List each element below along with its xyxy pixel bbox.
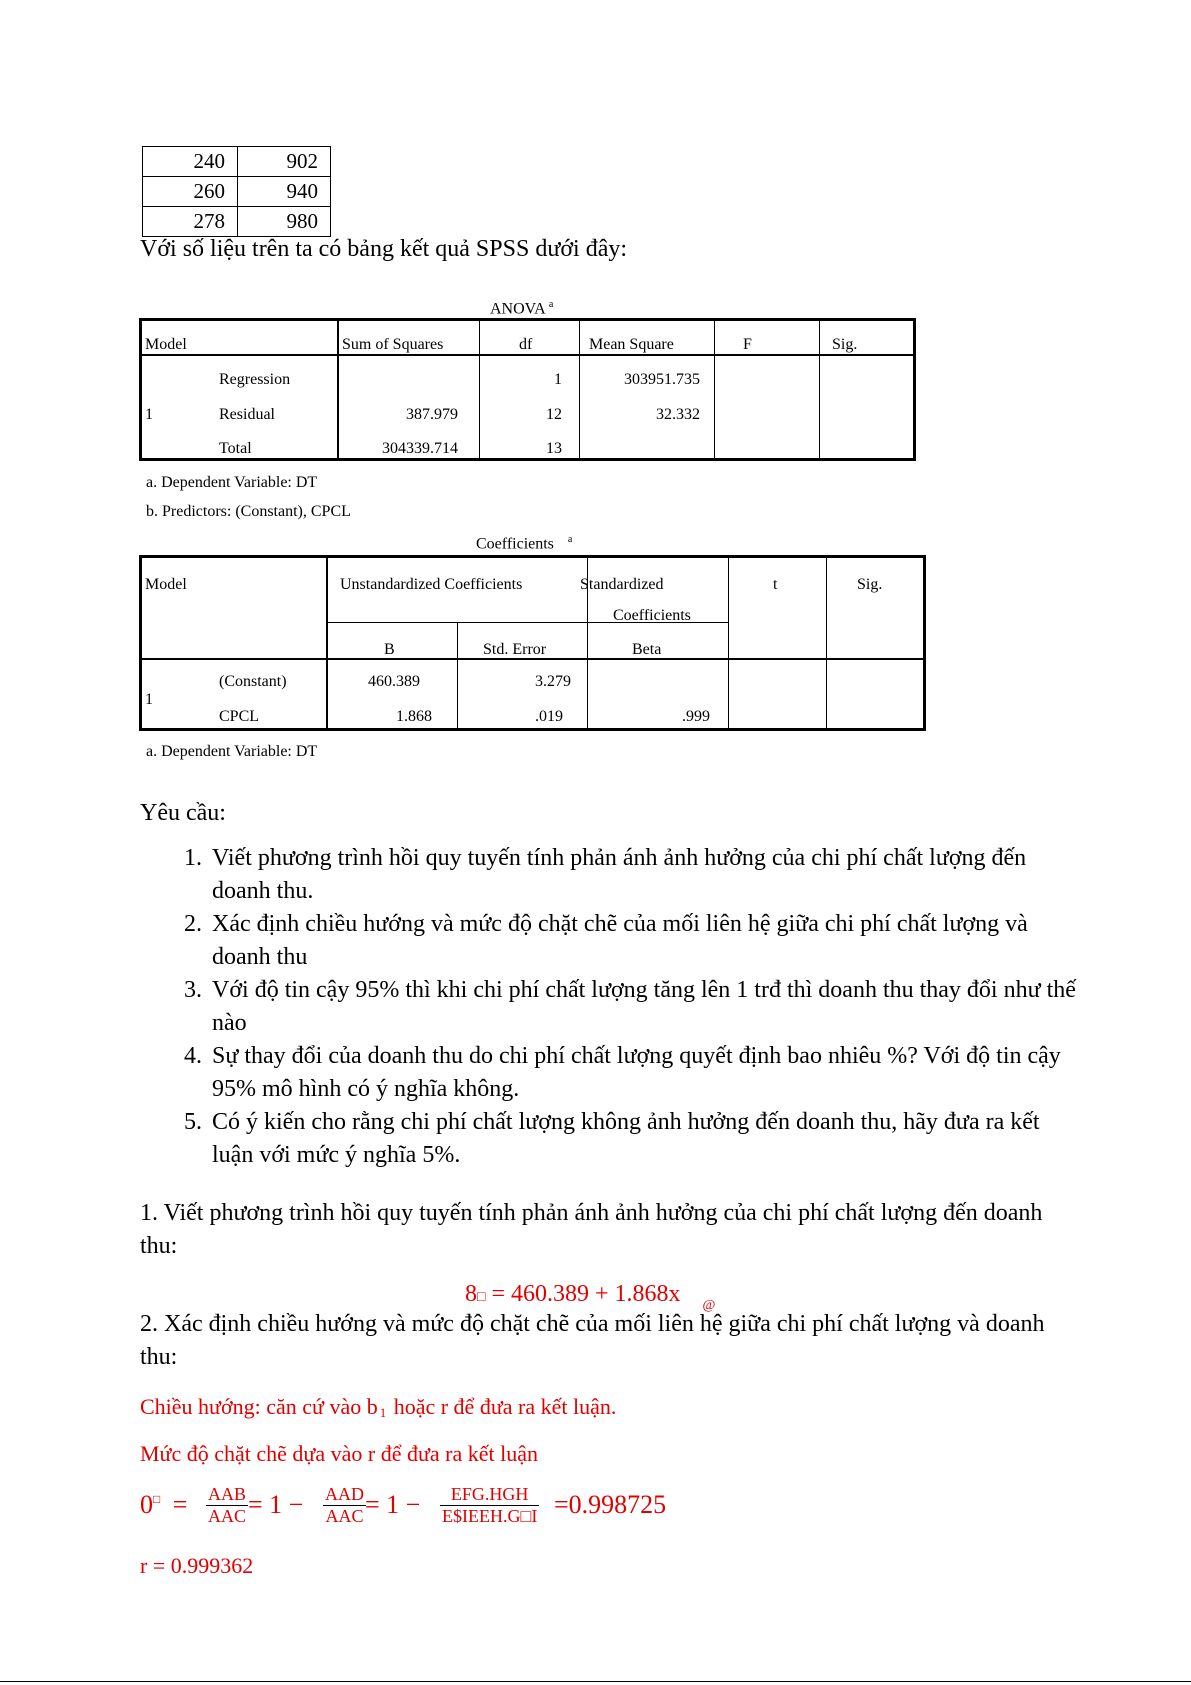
table-row xyxy=(143,207,331,237)
answer-2-heading: 2. Xác định chiều hướng và mức độ chặt chẽ của mối liên hệ giữa chi phí chất lượng và doanh thu: xyxy=(140,1311,1045,1370)
anova-header-ms: Mean Square xyxy=(589,336,674,353)
list-item: 5. Có ý kiến cho rằng chi phí chất lượng không ảnh hưởng đến doanh thu, hãy đưa ra kết luận với mức ý nghĩa 5%. xyxy=(208,1106,1078,1172)
coef-header-std-2: Coefficients xyxy=(613,607,691,624)
regression-equation xyxy=(465,1281,716,1313)
direction-text xyxy=(140,1394,616,1420)
coef-sub-beta: Beta xyxy=(632,641,662,658)
anova-row-ms: 303951.735 xyxy=(624,371,700,388)
coef-row-se: 3.279 xyxy=(535,673,571,690)
formula-op-2: = 1 − xyxy=(365,1490,421,1519)
anova-header-df: df xyxy=(519,336,533,353)
r-squared-lhs xyxy=(140,1490,187,1520)
requirements-list xyxy=(175,842,1078,1172)
fraction-3-den: E$IEEH.G□I xyxy=(442,1506,538,1526)
coef-row-b: 1.868 xyxy=(396,708,432,725)
coef-row-beta: .999 xyxy=(682,708,710,725)
anova-row-label: Residual xyxy=(219,406,275,423)
coef-header-sig: Sig. xyxy=(857,576,883,593)
coef-model-number: 1 xyxy=(145,691,153,708)
equation-box: □ xyxy=(477,1290,486,1305)
formula-op-1: = 1 − xyxy=(248,1490,304,1519)
anova-table xyxy=(139,318,916,461)
table-cell: 240 xyxy=(143,147,238,177)
equation-lhs: 8 xyxy=(465,1281,477,1307)
anova-row-label: Regression xyxy=(219,371,291,388)
anova-row-label: Total xyxy=(219,440,252,457)
coef-row-se: .019 xyxy=(535,708,563,725)
list-item: 4. Sự thay đổi của doanh thu do chi phí chất lượng quyết định bao nhiêu %? Với độ tin cậy 95% mô hình có ý nghĩa không. xyxy=(208,1040,1078,1106)
anova-row-ss: 387.979 xyxy=(406,406,458,423)
table-cell: 940 xyxy=(238,177,331,207)
anova-header-sig: Sig. xyxy=(832,336,858,353)
intro-text: Với số liệu trên ta có bảng kết quả SPSS dưới đây: xyxy=(140,236,628,262)
equation-sub: @ xyxy=(702,1298,716,1313)
answer-1-heading: 1. Viết phương trình hồi quy tuyến tính phản ánh ảnh hưởng của chi phí chất lượng đến doanh thu: xyxy=(140,1200,1043,1259)
page-bottom-rule xyxy=(0,1681,1191,1682)
formula-result: =0.998725 xyxy=(554,1490,667,1519)
formula-eq: = xyxy=(172,1490,188,1519)
fraction-1 xyxy=(206,1484,248,1527)
list-item: 1. Viết phương trình hồi quy tuyến tính phản ánh ảnh hưởng của chi phí chất lượng đến doanh thu. xyxy=(208,842,1078,908)
anova-row-ms: 32.332 xyxy=(656,406,700,423)
coef-header-model: Model xyxy=(145,576,187,593)
fraction-1-num: AAB xyxy=(208,1484,247,1504)
table-cell: 260 xyxy=(143,177,238,207)
strength-text: Mức độ chặt chẽ dựa vào r để đưa ra kết luận xyxy=(140,1441,538,1466)
list-item: 3. Với độ tin cậy 95% thì khi chi phí chất lượng tăng lên 1 trđ thì doanh thu thay đổi như thế nào xyxy=(208,974,1078,1040)
formula-lhs-box: □ xyxy=(153,1492,161,1506)
anova-title-sup: a xyxy=(548,299,554,310)
anova-row-df: 12 xyxy=(546,406,562,423)
coef-row-label: CPCL xyxy=(219,708,260,725)
data-table xyxy=(142,146,331,237)
coefficients-table xyxy=(139,555,926,731)
anova-title-text: ANOVA xyxy=(490,300,545,318)
coef-title-sup: a xyxy=(567,534,573,545)
r-value: r = 0.999362 xyxy=(140,1553,254,1578)
coef-title xyxy=(476,534,572,553)
coef-row-b: 460.389 xyxy=(368,673,420,690)
anova-header-ss: Sum of Squares xyxy=(342,336,444,353)
coef-title-text: Coefficients xyxy=(476,535,554,553)
coef-header-std-1: Standardized xyxy=(580,576,664,593)
anova-note-b: b. Predictors: (Constant), CPCL xyxy=(146,503,351,520)
anova-row-ss: 304339.714 xyxy=(382,440,458,457)
table-row xyxy=(143,177,331,207)
table-cell: 902 xyxy=(238,147,331,177)
fraction-2-den: AAC xyxy=(325,1506,364,1526)
list-item: 2. Xác định chiều hướng và mức độ chặt chẽ của mối liên hệ giữa chi phí chất lượng và doanh thu xyxy=(208,908,1078,974)
requirements-heading: Yêu cầu: xyxy=(140,800,226,826)
fraction-3-num: EFG.HGH xyxy=(440,1484,539,1506)
formula-lhs: 0 xyxy=(140,1490,153,1519)
direction-rest: hoặc r để đưa ra kết luận. xyxy=(388,1394,617,1419)
direction-main: Chiều hướng: căn cứ vào b xyxy=(140,1394,378,1419)
anova-header-f: F xyxy=(743,336,752,353)
fraction-2-num: AAD xyxy=(325,1484,364,1504)
fraction-1-den: AAC xyxy=(208,1506,247,1526)
table-cell: 980 xyxy=(238,207,331,237)
table-cell: 278 xyxy=(143,207,238,237)
direction-sub: 1 xyxy=(379,1405,387,1420)
anova-row-df: 13 xyxy=(546,440,562,457)
coef-row-label: (Constant) xyxy=(219,673,287,690)
anova-row-df: 1 xyxy=(554,371,562,388)
anova-note-a: a. Dependent Variable: DT xyxy=(146,474,318,491)
anova-model-number: 1 xyxy=(145,406,153,423)
anova-title xyxy=(490,299,553,318)
coef-sub-b: B xyxy=(384,641,395,658)
anova-header-model: Model xyxy=(145,336,187,353)
coef-sub-se: Std. Error xyxy=(483,641,547,658)
fraction-2 xyxy=(323,1484,366,1527)
fraction-3 xyxy=(440,1484,539,1527)
coef-note: a. Dependent Variable: DT xyxy=(146,743,318,760)
coef-header-t: t xyxy=(773,576,778,593)
equation-rhs: = 460.389 + 1.868x xyxy=(491,1281,681,1307)
coef-header-unstd: Unstandardized Coefficients xyxy=(340,576,523,593)
table-row xyxy=(143,147,331,177)
